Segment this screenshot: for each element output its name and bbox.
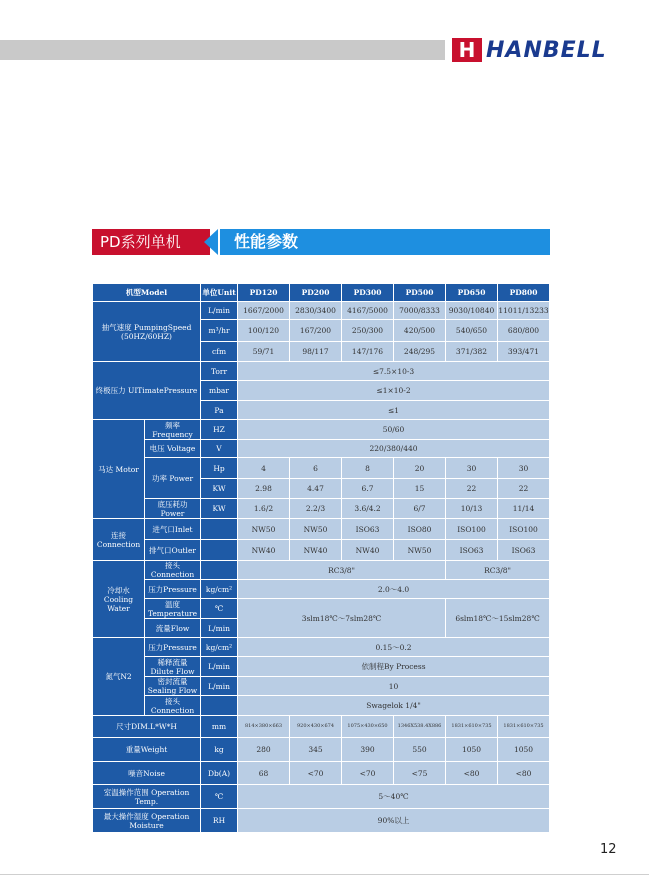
value-cell: NW40 xyxy=(238,540,290,561)
table-row xyxy=(93,561,550,580)
table-row xyxy=(93,302,550,320)
unit-cell: kg xyxy=(201,738,238,762)
table-row xyxy=(93,762,550,785)
table-row xyxy=(93,599,550,619)
value-cell: ISO63 xyxy=(498,540,550,561)
unit-cell: mm xyxy=(201,716,238,738)
unit-cell: kg/cm² xyxy=(201,580,238,599)
value-cell: 3.6/4.2 xyxy=(342,499,394,519)
value-cell: 6 xyxy=(290,458,342,479)
value-cell: 420/500 xyxy=(394,320,446,342)
freq-label: 频率 Frequency xyxy=(145,420,201,440)
table-row xyxy=(93,716,550,738)
value-cell: 7000/8333 xyxy=(394,302,446,320)
brand-logo-mark: H xyxy=(452,38,482,62)
n2-dilute-label: 稀释流量 Dilute Flow xyxy=(145,657,201,677)
table-header-row xyxy=(93,284,550,302)
unit-cell: KW xyxy=(201,479,238,499)
value-cell: 1346X538.4X886 xyxy=(394,716,446,738)
table-row xyxy=(93,677,550,696)
power-label: 功率 Power xyxy=(145,458,201,499)
value-cell: ISO100 xyxy=(498,519,550,540)
table-row xyxy=(93,540,550,561)
value-cell: 59/71 xyxy=(238,342,290,362)
value-cell: <70 xyxy=(290,762,342,785)
unit-cell: L/min xyxy=(201,677,238,696)
value-cell: RC3/8" xyxy=(446,561,550,580)
value-cell: 15 xyxy=(394,479,446,499)
value-cell: <70 xyxy=(342,762,394,785)
cooling-pressure-label: 压力Pressure xyxy=(145,580,201,599)
volt-label: 电压 Voltage xyxy=(145,440,201,458)
value-cell: NW50 xyxy=(290,519,342,540)
value-cell: 147/176 xyxy=(342,342,394,362)
value-cell: 98/117 xyxy=(290,342,342,362)
value-cell: 4 xyxy=(238,458,290,479)
value-cell: 3slm18℃～7slm28℃ xyxy=(238,599,446,638)
value-cell: NW50 xyxy=(238,519,290,540)
value-cell: ≤1×10-2 xyxy=(238,381,550,401)
value-cell: 250/300 xyxy=(342,320,394,342)
value-cell: 814×380×663 xyxy=(238,716,290,738)
cooling-label: 冷却水 Cooling Water xyxy=(93,561,145,638)
unit-cell: Db(A) xyxy=(201,762,238,785)
value-cell: 4167/5000 xyxy=(342,302,394,320)
value-cell: 393/471 xyxy=(498,342,550,362)
unit-cell xyxy=(201,519,238,540)
unit-cell: L/min xyxy=(201,302,238,320)
unit-cell: kg/cm² xyxy=(201,638,238,657)
header-model-5: PD650 xyxy=(446,284,498,302)
header-model: 机型Model xyxy=(93,284,201,302)
unit-cell: m³/hr xyxy=(201,320,238,342)
value-cell: 390 xyxy=(342,738,394,762)
header-model-6: PD800 xyxy=(498,284,550,302)
value-cell: ISO63 xyxy=(342,519,394,540)
value-cell: 167/200 xyxy=(290,320,342,342)
unit-cell: Hp xyxy=(201,458,238,479)
value-cell: 4.47 xyxy=(290,479,342,499)
value-cell: 1050 xyxy=(498,738,550,762)
value-cell: 8 xyxy=(342,458,394,479)
brand-name: HANBELL xyxy=(486,37,607,63)
value-cell: 248/295 xyxy=(394,342,446,362)
unit-cell: Torr xyxy=(201,362,238,381)
section-heading: 性能参数 xyxy=(220,229,550,255)
value-cell: 2.98 xyxy=(238,479,290,499)
connection-label: 连接 Connection xyxy=(93,519,145,561)
value-cell: 22 xyxy=(446,479,498,499)
table-row xyxy=(93,440,550,458)
unit-cell: KW xyxy=(201,499,238,519)
spec-table xyxy=(92,283,550,833)
unit-cell: Pa xyxy=(201,401,238,420)
table-row xyxy=(93,785,550,809)
unit-cell xyxy=(201,540,238,561)
value-cell: 0.15～0.2 xyxy=(238,638,550,657)
value-cell: 1075×430×650 xyxy=(342,716,394,738)
header-model-4: PD500 xyxy=(394,284,446,302)
unit-cell xyxy=(201,561,238,580)
table-row xyxy=(93,809,550,833)
value-cell: 6/7 xyxy=(394,499,446,519)
value-cell: 1050 xyxy=(446,738,498,762)
value-cell: ≤1 xyxy=(238,401,550,420)
table-row xyxy=(93,458,550,479)
table-row xyxy=(93,499,550,519)
series-title: PD系列单机 xyxy=(92,229,210,255)
unit-cell: RH xyxy=(201,809,238,833)
value-cell: 550 xyxy=(394,738,446,762)
value-cell: <80 xyxy=(498,762,550,785)
header-model-2: PD200 xyxy=(290,284,342,302)
table-row xyxy=(93,696,550,716)
value-cell: 10 xyxy=(238,677,550,696)
value-cell: ISO63 xyxy=(446,540,498,561)
value-cell: 1831×610×735 xyxy=(498,716,550,738)
speed-label: 抽气速度 PumpingSpeed (50HZ/60HZ) xyxy=(93,302,201,362)
bottom-power-label: 底压耗功 Power xyxy=(145,499,201,519)
value-cell: 220/380/440 xyxy=(238,440,550,458)
value-cell: ISO80 xyxy=(394,519,446,540)
unit-cell: L/min xyxy=(201,657,238,677)
table-row xyxy=(93,638,550,657)
brand-logo xyxy=(452,36,607,64)
unit-cell: V xyxy=(201,440,238,458)
value-cell: NW50 xyxy=(394,540,446,561)
header-model-1: PD120 xyxy=(238,284,290,302)
unit-cell: ℃ xyxy=(201,599,238,619)
n2-sealing-label: 密封流量 Sealing Flow xyxy=(145,677,201,696)
op-moisture-label: 最大操作湿度 Operation Moisture xyxy=(93,809,201,833)
value-cell: 5～40℃ xyxy=(238,785,550,809)
value-cell: RC3/8" xyxy=(238,561,446,580)
cooling-conn-label: 接头 Connection xyxy=(145,561,201,580)
section-title xyxy=(92,229,550,255)
value-cell: 100/120 xyxy=(238,320,290,342)
value-cell: 680/800 xyxy=(498,320,550,342)
ultimate-label: 终极压力 UITimatePressure xyxy=(93,362,201,420)
value-cell: 1.6/2 xyxy=(238,499,290,519)
value-cell: <80 xyxy=(446,762,498,785)
table-row xyxy=(93,580,550,599)
value-cell: 9030/10840 xyxy=(446,302,498,320)
table-row xyxy=(93,362,550,381)
page-number: 12 xyxy=(600,842,617,857)
value-cell: 30 xyxy=(498,458,550,479)
outlet-label: 排气口Outler xyxy=(145,540,201,561)
value-cell: 540/650 xyxy=(446,320,498,342)
unit-cell: cfm xyxy=(201,342,238,362)
value-cell: 依制程By Process xyxy=(238,657,550,677)
value-cell: 371/382 xyxy=(446,342,498,362)
op-temp-label: 室温操作范围 Operation Temp. xyxy=(93,785,201,809)
table-row xyxy=(93,420,550,440)
table-row xyxy=(93,738,550,762)
value-cell: 920×430×674 xyxy=(290,716,342,738)
inlet-label: 进气口Inlet xyxy=(145,519,201,540)
unit-cell: ℃ xyxy=(201,785,238,809)
value-cell: 1831×610×735 xyxy=(446,716,498,738)
value-cell: 280 xyxy=(238,738,290,762)
table-row xyxy=(93,519,550,540)
table-row xyxy=(93,657,550,677)
value-cell: 11011/13233 xyxy=(498,302,550,320)
value-cell: ISO100 xyxy=(446,519,498,540)
n2-label: 氮气N2 xyxy=(93,638,145,716)
value-cell: 22 xyxy=(498,479,550,499)
value-cell: 10/13 xyxy=(446,499,498,519)
unit-cell: L/min xyxy=(201,619,238,638)
value-cell: NW40 xyxy=(342,540,394,561)
footer-divider xyxy=(0,874,649,875)
value-cell: 50/60 xyxy=(238,420,550,440)
header-bar xyxy=(0,40,445,60)
value-cell: 30 xyxy=(446,458,498,479)
value-cell: 11/14 xyxy=(498,499,550,519)
value-cell: 1667/2000 xyxy=(238,302,290,320)
title-arrow-icon xyxy=(204,229,218,255)
value-cell: Swagelok 1/4" xyxy=(238,696,550,716)
value-cell: NW40 xyxy=(290,540,342,561)
value-cell: ≤7.5×10-3 xyxy=(238,362,550,381)
unit-cell xyxy=(201,696,238,716)
header-model-3: PD300 xyxy=(342,284,394,302)
motor-label: 马达 Motor xyxy=(93,420,145,519)
unit-cell: mbar xyxy=(201,381,238,401)
dim-label: 尺寸DIM.L*W*H xyxy=(93,716,201,738)
value-cell: 2.2/3 xyxy=(290,499,342,519)
cooling-temp-label: 温度 Temperature xyxy=(145,599,201,619)
n2-pressure-label: 压力Pressure xyxy=(145,638,201,657)
cooling-flow-label: 流量Flow xyxy=(145,619,201,638)
value-cell: 2.0～4.0 xyxy=(238,580,550,599)
header-unit: 单位Unit xyxy=(201,284,238,302)
value-cell: 68 xyxy=(238,762,290,785)
unit-cell: HZ xyxy=(201,420,238,440)
noise-label: 噪音Noise xyxy=(93,762,201,785)
value-cell: <75 xyxy=(394,762,446,785)
value-cell: 90%以上 xyxy=(238,809,550,833)
value-cell: 6.7 xyxy=(342,479,394,499)
weight-label: 重量Weight xyxy=(93,738,201,762)
value-cell: 345 xyxy=(290,738,342,762)
n2-conn-label: 接头 Connection xyxy=(145,696,201,716)
value-cell: 2830/3400 xyxy=(290,302,342,320)
value-cell: 20 xyxy=(394,458,446,479)
value-cell: 6slm18℃～15slm28℃ xyxy=(446,599,550,638)
